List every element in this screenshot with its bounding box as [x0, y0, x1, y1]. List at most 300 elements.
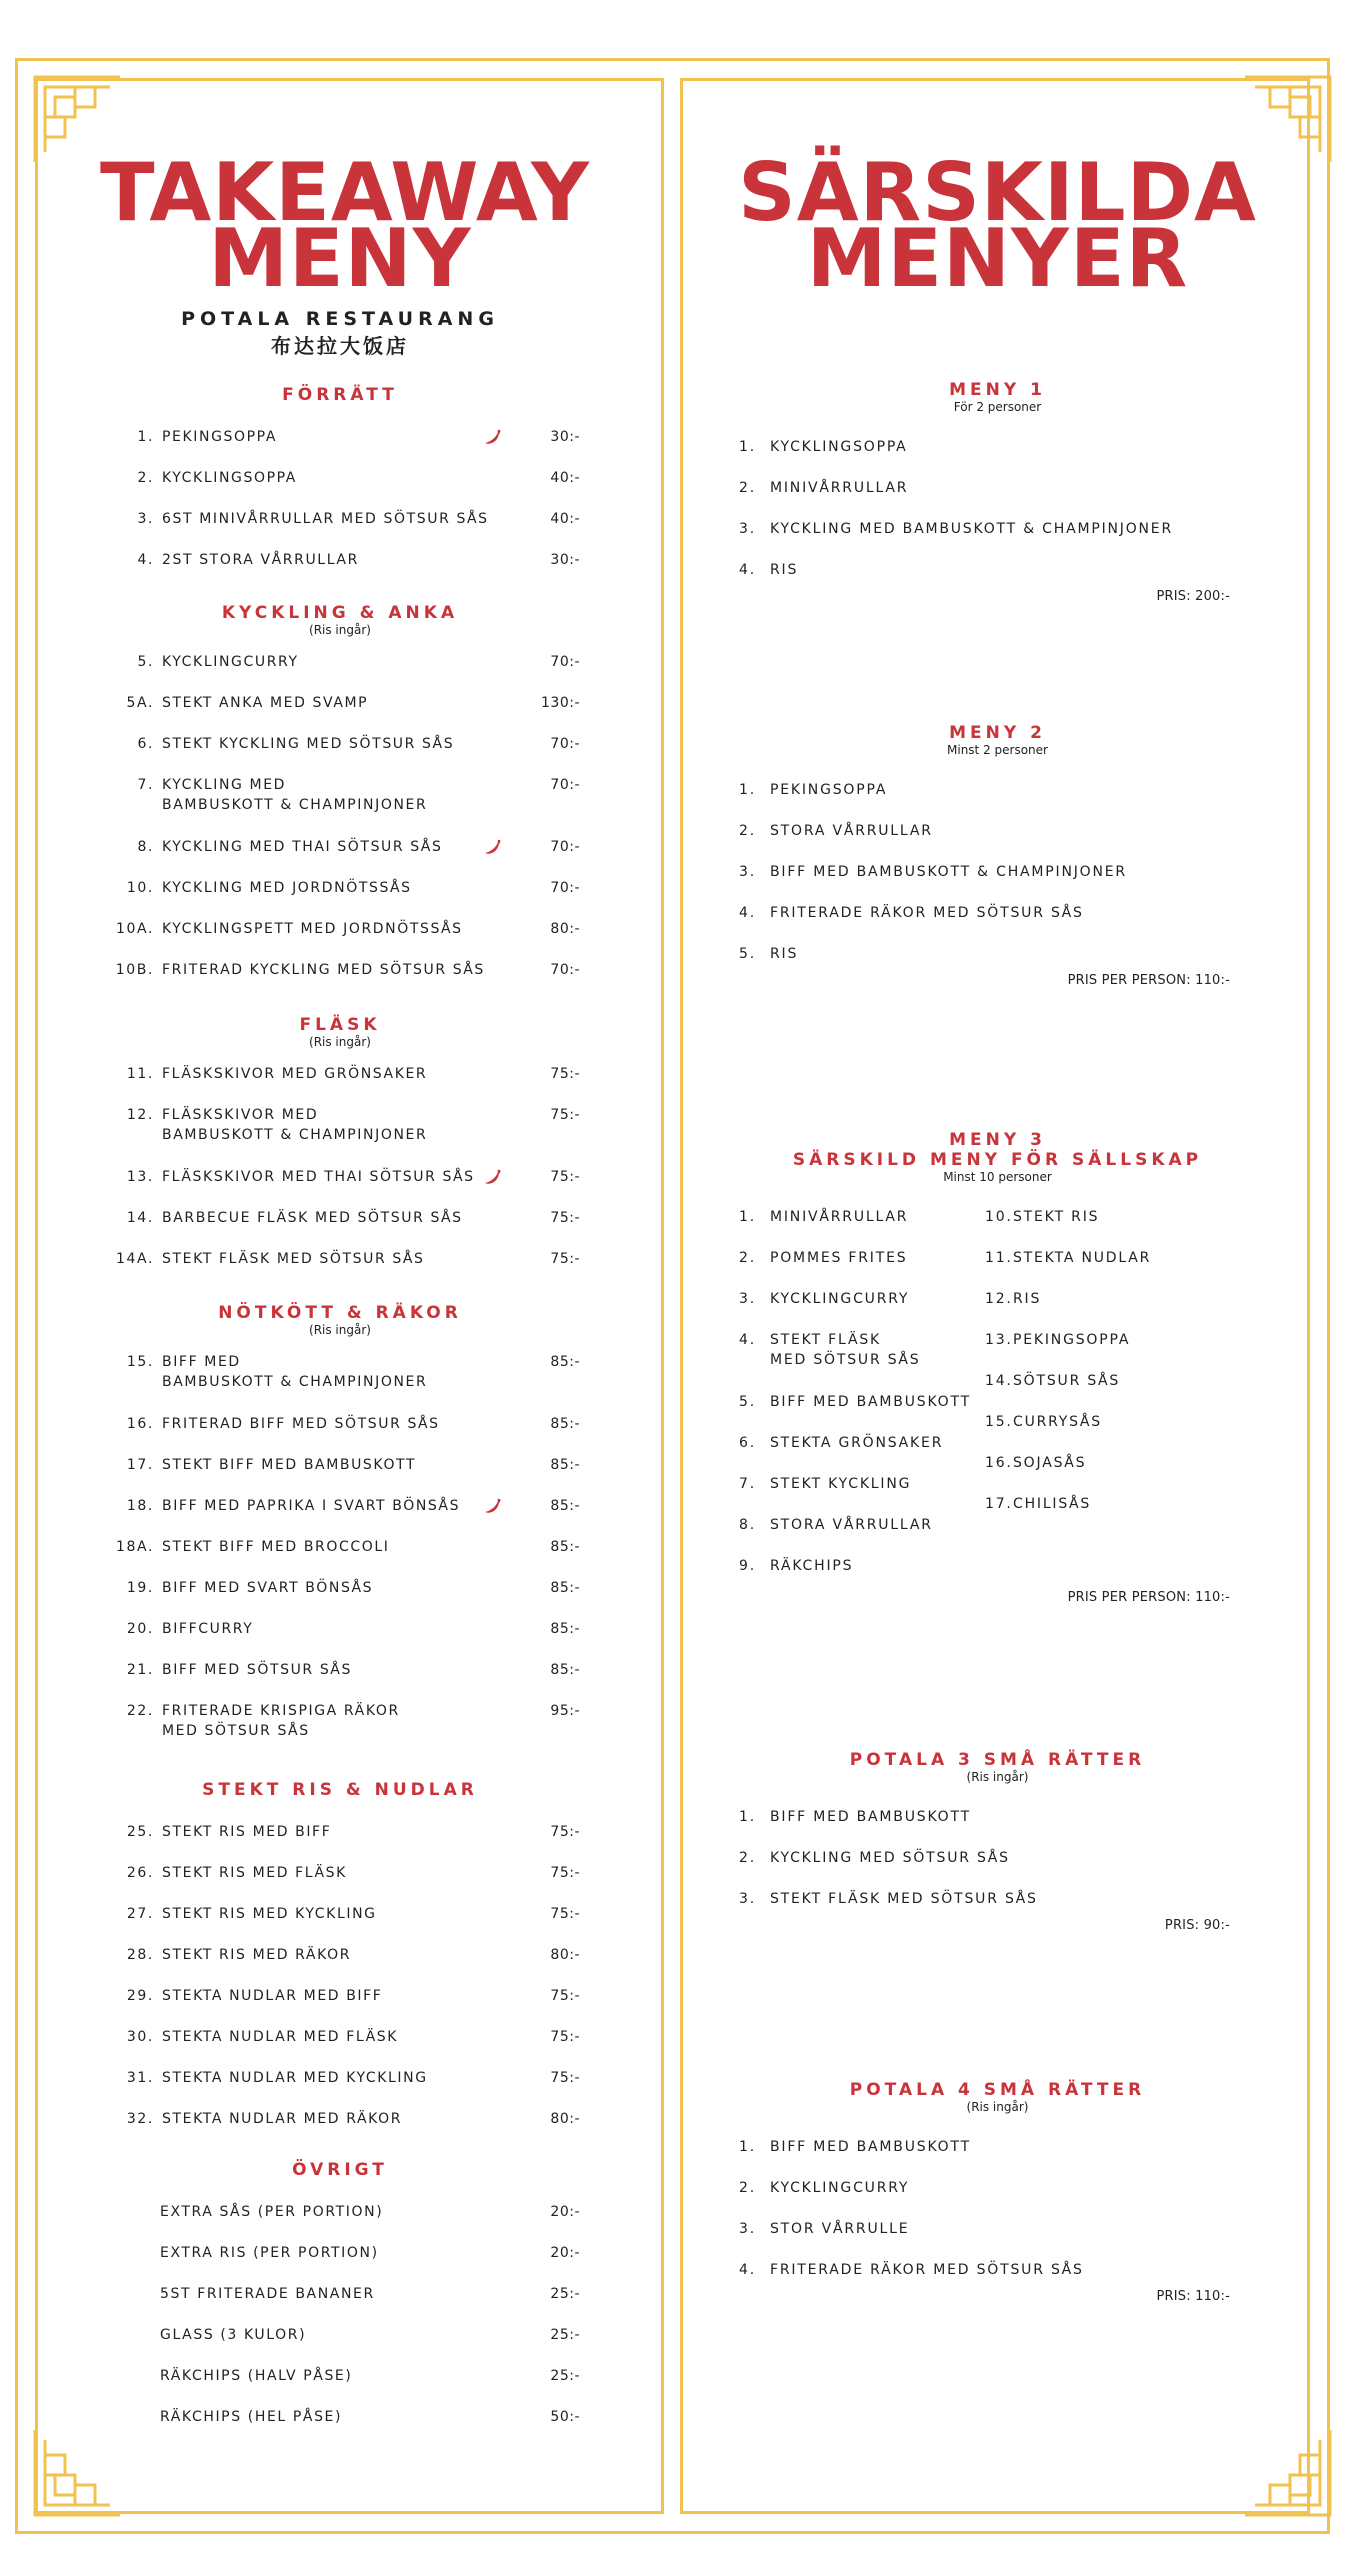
- item-name: [162, 878, 502, 898]
- item-name-line: STEKTA NUDLAR MED KYCKLING: [162, 2070, 428, 2086]
- item-name-line: KYCKLINGSOPPA: [162, 470, 297, 486]
- item-price: 20:-: [550, 2245, 580, 2261]
- item-number: 2.: [137, 470, 154, 486]
- menu-item: [100, 1249, 580, 1290]
- item-name-line: FLÄSKSKIVOR MED THAI SÖTSUR SÅS: [162, 1169, 475, 1185]
- item-name-line: STEKTA GRÖNSAKER: [770, 1435, 944, 1451]
- item-name-line: BIFF MED SÖTSUR SÅS: [162, 1662, 352, 1678]
- menu-item: [100, 1455, 580, 1496]
- menu-item: [100, 1167, 580, 1208]
- item-list: [730, 780, 1265, 985]
- item-name-line: STEKT FLÄSK MED SÖTSUR SÅS: [770, 1891, 1038, 1907]
- item-name: [162, 919, 502, 939]
- item-name: [1013, 1371, 1362, 1391]
- special-menu-item: [730, 944, 1265, 985]
- item-name-line: RÄKCHIPS: [770, 1558, 854, 1574]
- item-number: 28.: [126, 1947, 154, 1963]
- menu-section: [100, 1015, 580, 1290]
- item-name: [162, 693, 502, 713]
- restaurant-name: POTALA RESTAURANG: [181, 308, 499, 330]
- menu-item: [100, 734, 580, 775]
- special-menu-note: För 2 personer: [953, 400, 1042, 414]
- item-number: 14.: [126, 1210, 154, 1226]
- item-number: 1.: [739, 1209, 756, 1225]
- menu-item: [100, 919, 580, 960]
- item-name: [770, 944, 1250, 964]
- special-menu-item: [730, 1848, 1265, 1889]
- item-price: 75:-: [550, 1988, 580, 2004]
- special-menu-item: [730, 478, 1265, 519]
- menu-item: [100, 427, 580, 468]
- item-price: 70:-: [550, 654, 580, 670]
- item-name: [1013, 1494, 1362, 1514]
- item-price: 85:-: [550, 1498, 580, 1514]
- special-menu: [730, 380, 1265, 604]
- item-name-line: KYCKLINGCURRY: [162, 654, 299, 670]
- item-number: 10B.: [115, 962, 154, 978]
- item-number: 15.: [126, 1354, 154, 1370]
- item-price: 20:-: [550, 2204, 580, 2220]
- item-name-line: EXTRA RIS (PER PORTION): [160, 2245, 379, 2261]
- item-number: 2.: [739, 823, 756, 839]
- item-name-line: RÄKCHIPS (HALV PÅSE): [160, 2368, 353, 2384]
- item-number: 1.: [739, 2139, 756, 2155]
- menu-price: PRIS: 110:-: [1156, 2289, 1230, 2304]
- item-name: [162, 1105, 502, 1145]
- item-number: 3.: [739, 521, 756, 537]
- item-name-line: STORA VÅRRULLAR: [770, 1517, 933, 1533]
- item-name: [162, 550, 502, 570]
- chili-pepper-icon: [483, 838, 503, 856]
- item-price: 85:-: [550, 1662, 580, 1678]
- item-name: [1013, 1412, 1362, 1432]
- item-name-line: STEKT RIS MED RÄKOR: [162, 1947, 352, 1963]
- item-number: 10.: [126, 880, 154, 896]
- item-name-line: BARBECUE FLÄSK MED SÖTSUR SÅS: [162, 1210, 463, 1226]
- item-number: 16.: [126, 1416, 154, 1432]
- item-name-line: FRITERADE RÄKOR MED SÖTSUR SÅS: [770, 2262, 1084, 2278]
- menu-section: [100, 1303, 580, 1763]
- item-name-line: EXTRA SÅS (PER PORTION): [160, 2204, 384, 2220]
- item-name: [162, 1496, 502, 1516]
- item-name: [1013, 1207, 1362, 1227]
- special-menu-title: MENY 3: [949, 1130, 1046, 1150]
- item-price: 75:-: [550, 1210, 580, 1226]
- menu-title-line1: TAKEAWAY: [100, 146, 591, 239]
- menu-item: [100, 550, 580, 591]
- item-name-line: MED SÖTSUR SÅS: [770, 1352, 921, 1368]
- item-price: 25:-: [550, 2368, 580, 2384]
- item-name-line: PEKINGSOPPA: [770, 782, 888, 798]
- item-name-line: PEKINGSOPPA: [1013, 1332, 1131, 1348]
- item-price: 130:-: [541, 695, 580, 711]
- section-note: (Ris ingår): [309, 1323, 371, 1337]
- special-menu-item: [985, 1412, 1245, 1453]
- item-name-line: 5ST FRITERADE BANANER: [160, 2286, 375, 2302]
- item-name-line: BAMBUSKOTT & CHAMPINJONER: [162, 1374, 428, 1390]
- takeaway-menu: [100, 146, 591, 2425]
- item-name-line: STEKT BIFF MED BAMBUSKOTT: [162, 1457, 417, 1473]
- item-name-line: STORA VÅRRULLAR: [770, 823, 933, 839]
- item-name: [770, 2219, 1250, 2239]
- special-menu-item: [730, 1889, 1265, 1930]
- item-number: 25.: [126, 1824, 154, 1840]
- item-number: 26.: [126, 1865, 154, 1881]
- item-number: 5.: [739, 1394, 756, 1410]
- item-name-line: KYCKLING MED BAMBUSKOTT & CHAMPINJONER: [770, 521, 1173, 537]
- item-name: [162, 509, 502, 529]
- item-name-line: STEKT RIS MED BIFF: [162, 1824, 332, 1840]
- special-menu-item: [730, 1433, 990, 1474]
- item-name-line: KYCKLING MED THAI SÖTSUR SÅS: [162, 839, 443, 855]
- special-menu-item: [730, 1289, 990, 1330]
- item-number: 6.: [739, 1435, 756, 1451]
- special-menu-item: [730, 1207, 990, 1248]
- item-name-line: STEKT ANKA MED SVAMP: [162, 695, 369, 711]
- item-number: 12.: [126, 1107, 154, 1123]
- menu-item: [100, 1863, 580, 1904]
- item-name-line: STEKTA NUDLAR MED RÄKOR: [162, 2111, 403, 2127]
- item-name: [162, 1578, 502, 1598]
- item-price: 70:-: [550, 962, 580, 978]
- item-name-line: FRITERADE KRISPIGA RÄKOR: [162, 1703, 400, 1719]
- item-number: 11.: [126, 1066, 154, 1082]
- item-name-line: FRITERAD KYCKLING MED SÖTSUR SÅS: [162, 962, 485, 978]
- special-menu-item: [985, 1453, 1245, 1494]
- item-name: [770, 437, 1250, 457]
- item-number: 4.: [739, 1332, 756, 1348]
- special-menu-subtitle: SÄRSKILD MENY FÖR SÄLLSKAP: [792, 1150, 1203, 1170]
- item-name-line: 6ST MINIVÅRRULLAR MED SÖTSUR SÅS: [162, 511, 489, 527]
- item-number: 8.: [137, 839, 154, 855]
- item-number: 1.: [739, 1809, 756, 1825]
- menu-item: [100, 837, 580, 878]
- menu-item: [100, 1537, 580, 1578]
- special-menu: [730, 1750, 1265, 1933]
- item-name: [770, 478, 1250, 498]
- item-name: [162, 2109, 502, 2129]
- item-number: 3.: [739, 1291, 756, 1307]
- item-name-line: BIFF MED SVART BÖNSÅS: [162, 1580, 374, 1596]
- special-title-line1: SÄRSKILDA: [738, 146, 1257, 239]
- menu-section: [100, 385, 580, 591]
- special-menu-item: [730, 821, 1265, 862]
- item-name-line: STEKTA NUDLAR MED FLÄSK: [162, 2029, 399, 2045]
- special-menu: [730, 723, 1265, 988]
- item-list: [730, 2137, 1265, 2301]
- item-name: [162, 1064, 502, 1084]
- special-menu-item: [730, 2260, 1265, 2301]
- item-number: 3.: [137, 511, 154, 527]
- item-number: 6.: [137, 736, 154, 752]
- item-number: 1.: [137, 429, 154, 445]
- menu-item: [100, 2109, 580, 2150]
- menu-item: [100, 1986, 580, 2027]
- item-name-line: BIFF MED BAMBUSKOTT: [770, 2139, 971, 2155]
- item-name: [1013, 1248, 1362, 1268]
- item-name-line: PEKINGSOPPA: [162, 429, 277, 445]
- item-number: 19.: [126, 1580, 154, 1596]
- item-name-line: CHILISÅS: [1013, 1496, 1092, 1512]
- item-name: [160, 2366, 500, 2386]
- item-name: [162, 1945, 502, 1965]
- special-menu-item: [730, 1556, 990, 1597]
- item-name: [770, 903, 1250, 923]
- menu-item: [100, 2366, 580, 2407]
- item-name-line: KYCKLINGCURRY: [770, 1291, 910, 1307]
- item-name: [162, 1414, 502, 1434]
- special-menu-item: [730, 1330, 990, 1392]
- item-name: [770, 560, 1250, 580]
- special-menu-item: [730, 1807, 1265, 1848]
- item-number: 27.: [126, 1906, 154, 1922]
- item-name-line: CURRYSÅS: [1013, 1414, 1102, 1430]
- menu-item: [100, 2407, 580, 2448]
- item-number: 4.: [739, 905, 756, 921]
- item-name: [770, 862, 1250, 882]
- item-name-line: STEKT KYCKLING: [770, 1476, 912, 1492]
- item-number: 12.: [985, 1291, 1013, 1307]
- item-number: 4.: [739, 2262, 756, 2278]
- item-name-line: STEKT BIFF MED BROCCOLI: [162, 1539, 390, 1555]
- item-number: 2.: [739, 480, 756, 496]
- special-menu-item: [730, 1392, 990, 1433]
- item-name: [162, 1986, 502, 2006]
- item-name-line: RIS: [770, 562, 799, 578]
- item-name: [770, 780, 1250, 800]
- item-list: [730, 1807, 1265, 1930]
- item-name-line: SOJASÅS: [1013, 1455, 1087, 1471]
- item-number: 32.: [126, 2111, 154, 2127]
- item-name-line: MINIVÅRRULLAR: [770, 1209, 909, 1225]
- special-menu-item: [985, 1494, 1245, 1535]
- item-number: 17.: [985, 1496, 1013, 1512]
- item-name-line: SÖTSUR SÅS: [1013, 1373, 1121, 1389]
- item-name: [770, 2137, 1250, 2157]
- item-number: 29.: [126, 1988, 154, 2004]
- item-name-line: GLASS (3 KULOR): [160, 2327, 307, 2343]
- item-name: [770, 1889, 1250, 1909]
- item-price: 75:-: [550, 1169, 580, 1185]
- menu-title-line2: MENY: [208, 212, 472, 305]
- special-menu-item: [730, 2219, 1265, 2260]
- menu-item: [100, 2243, 580, 2284]
- special-menu-title: POTALA 3 SMÅ RÄTTER: [849, 1750, 1146, 1770]
- item-number: 10A.: [116, 921, 154, 937]
- item-name-line: 2ST STORA VÅRRULLAR: [162, 552, 359, 568]
- item-name-line: STEKT RIS MED KYCKLING: [162, 1906, 377, 1922]
- item-name-line: FRITERAD BIFF MED SÖTSUR SÅS: [162, 1416, 440, 1432]
- menu-item: [100, 2202, 580, 2243]
- item-name-line: FLÄSKSKIVOR MED: [162, 1107, 319, 1123]
- item-name-line: MINIVÅRRULLAR: [770, 480, 909, 496]
- item-name-line: STEKT FLÄSK MED SÖTSUR SÅS: [162, 1251, 425, 1267]
- item-number: 2.: [739, 2180, 756, 2196]
- menu-price: PRIS PER PERSON: 110:-: [1067, 973, 1230, 988]
- item-number: 3.: [739, 864, 756, 880]
- menu-item: [100, 1904, 580, 1945]
- item-number: 20.: [126, 1621, 154, 1637]
- menu-item: [100, 1701, 580, 1763]
- menu-item: [100, 1945, 580, 1986]
- menu-price: PRIS PER PERSON: 110:-: [1067, 1590, 1230, 1605]
- item-price: 50:-: [550, 2409, 580, 2425]
- section-title: FLÄSK: [299, 1015, 381, 1035]
- item-price: 85:-: [550, 1621, 580, 1637]
- item-name-line: RÄKCHIPS (HEL PÅSE): [160, 2409, 343, 2425]
- item-price: 75:-: [550, 2029, 580, 2045]
- item-list: [100, 652, 580, 1001]
- item-name-line: RIS: [1013, 1291, 1042, 1307]
- item-name-line: KYCKLINGSPETT MED JORDNÖTSSÅS: [162, 921, 463, 937]
- menu-section: [100, 603, 580, 1001]
- special-menu-item: [985, 1207, 1245, 1248]
- item-name: [162, 1701, 502, 1741]
- item-list: [100, 427, 580, 591]
- menu-item: [100, 693, 580, 734]
- item-number: 18A.: [116, 1539, 154, 1555]
- section-title: NÖTKÖTT & RÄKOR: [218, 1303, 462, 1323]
- special-menu-item: [985, 1289, 1245, 1330]
- item-price: 75:-: [550, 1824, 580, 1840]
- item-name-line: KYCKLINGCURRY: [770, 2180, 910, 2196]
- item-name: [162, 1660, 502, 1680]
- item-name: [162, 1822, 502, 1842]
- item-list: [100, 1064, 580, 1290]
- item-price: 80:-: [550, 1947, 580, 1963]
- item-price: 85:-: [550, 1539, 580, 1555]
- menu-item: [100, 2284, 580, 2325]
- section-title: KYCKLING & ANKA: [221, 603, 459, 623]
- item-number: 7.: [137, 777, 154, 793]
- item-name: [770, 519, 1250, 539]
- item-number: 21.: [126, 1662, 154, 1678]
- section-title: STEKT RIS & NUDLAR: [202, 1780, 478, 1800]
- item-number: 16.: [985, 1455, 1013, 1471]
- special-menu-note: (Ris ingår): [966, 1770, 1029, 1784]
- item-price: 70:-: [550, 777, 580, 793]
- section-title: ÖVRIGT: [292, 2160, 388, 2180]
- item-number: 14.: [985, 1373, 1013, 1389]
- item-name: [162, 775, 502, 815]
- item-name-line: STEKTA NUDLAR: [1013, 1250, 1152, 1266]
- item-number: 15.: [985, 1414, 1013, 1430]
- menu-price: PRIS: 90:-: [1164, 1918, 1230, 1933]
- item-number: 3.: [739, 1891, 756, 1907]
- item-name-line: BIFF MED PAPRIKA I SVART BÖNSÅS: [162, 1498, 461, 1514]
- item-price: 85:-: [550, 1457, 580, 1473]
- item-name-line: BAMBUSKOTT & CHAMPINJONER: [162, 797, 428, 813]
- chili-pepper-icon: [483, 428, 503, 446]
- item-name-line: KYCKLING MED SÖTSUR SÅS: [770, 1850, 1010, 1866]
- item-price: 25:-: [550, 2327, 580, 2343]
- special-menu-item: [985, 1248, 1245, 1289]
- menu-item: [100, 652, 580, 693]
- item-name: [162, 652, 502, 672]
- menu-item: [100, 1064, 580, 1105]
- item-name: [162, 1167, 502, 1187]
- item-name: [162, 837, 502, 857]
- item-name: [162, 1455, 502, 1475]
- list-column: [730, 1207, 990, 1597]
- item-price: 85:-: [550, 1580, 580, 1596]
- item-number: 2.: [739, 1850, 756, 1866]
- item-name: [162, 734, 502, 754]
- item-number: 17.: [126, 1457, 154, 1473]
- item-number: 14A.: [116, 1251, 154, 1267]
- item-name: [160, 2284, 500, 2304]
- menu-item: [100, 1208, 580, 1249]
- item-name: [162, 427, 502, 447]
- special-menu-item: [730, 1515, 990, 1556]
- item-name: [162, 1904, 502, 1924]
- item-name: [1013, 1330, 1362, 1350]
- chili-pepper-icon: [483, 1168, 503, 1186]
- special-menu: [730, 1130, 1265, 1605]
- item-number: 5.: [739, 946, 756, 962]
- item-name: [770, 1807, 1250, 1827]
- item-name-line: KYCKLINGSOPPA: [770, 439, 908, 455]
- item-price: 75:-: [550, 1865, 580, 1881]
- item-price: 75:-: [550, 2070, 580, 2086]
- corner-ornament-icon: [1240, 2425, 1335, 2520]
- item-name: [162, 2027, 502, 2047]
- item-name-line: POMMES FRITES: [770, 1250, 908, 1266]
- item-name-line: STEKT KYCKLING MED SÖTSUR SÅS: [162, 736, 455, 752]
- item-name-line: STEKTA NUDLAR MED BIFF: [162, 1988, 383, 2004]
- item-price: 85:-: [550, 1354, 580, 1370]
- item-number: 3.: [739, 2221, 756, 2237]
- item-name-line: KYCKLING MED JORDNÖTSSÅS: [162, 880, 412, 896]
- special-menu: [730, 2080, 1265, 2304]
- item-number: 18.: [126, 1498, 154, 1514]
- item-number: 13.: [985, 1332, 1013, 1348]
- item-price: 85:-: [550, 1416, 580, 1432]
- menu-price: PRIS: 200:-: [1156, 589, 1230, 604]
- item-price: 75:-: [550, 1251, 580, 1267]
- menu-item: [100, 1496, 580, 1537]
- item-price: 70:-: [550, 736, 580, 752]
- section-note: (Ris ingår): [309, 623, 371, 637]
- section-note: (Ris ingår): [309, 1035, 371, 1049]
- special-menu-title: POTALA 4 SMÅ RÄTTER: [849, 2080, 1146, 2100]
- menu-item: [100, 1414, 580, 1455]
- special-menu-item: [730, 437, 1265, 478]
- item-name: [160, 2325, 500, 2345]
- menu-item: [100, 1578, 580, 1619]
- special-menu-item: [730, 862, 1265, 903]
- special-menu-item: [730, 519, 1265, 560]
- item-name: [162, 1249, 502, 1269]
- item-name: [160, 2407, 500, 2427]
- item-price: 30:-: [550, 429, 580, 445]
- menu-item: [100, 509, 580, 550]
- item-list: [100, 1352, 580, 1763]
- item-name-line: STOR VÅRRULLE: [770, 2221, 910, 2237]
- item-name-line: BIFF MED BAMBUSKOTT: [770, 1809, 971, 1825]
- item-price: 70:-: [550, 839, 580, 855]
- menu-item: [100, 960, 580, 1001]
- item-number: 9.: [739, 1558, 756, 1574]
- item-number: 30.: [126, 2029, 154, 2045]
- menu-item: [100, 878, 580, 919]
- special-menu-item: [985, 1330, 1245, 1371]
- item-name: [770, 1556, 1250, 1576]
- item-number: 4.: [739, 562, 756, 578]
- special-menus: [730, 146, 1265, 2304]
- special-menu-item: [730, 903, 1265, 944]
- item-number: 1.: [739, 439, 756, 455]
